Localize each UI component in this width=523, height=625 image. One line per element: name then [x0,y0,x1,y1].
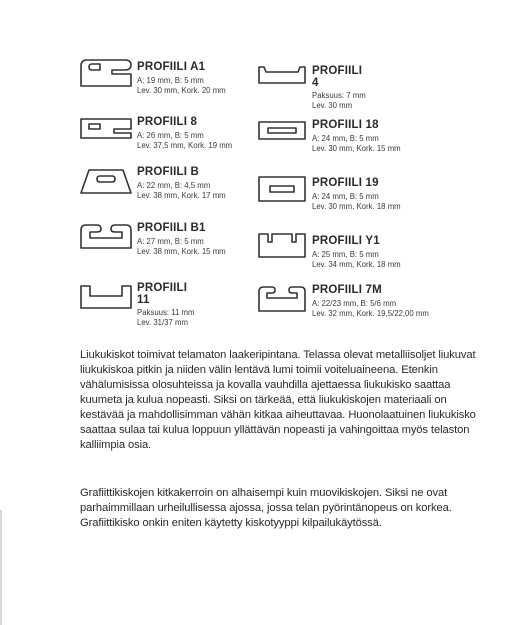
profile-11-name: PROFIILI 11 [137,282,188,306]
profile-7m-name: PROFIILI 7M [312,284,382,296]
profile-4-name: PROFIILI 4 [312,65,363,89]
profile-19-diagram [256,174,308,204]
profile-b-dim-2: Lev. 38 mm, Kork. 17 mm [137,190,226,200]
body-paragraph-2: Grafiittikiskojen kitkakerroin on alhaisempi kuin muovikiskojen. Siksi ne ovat parhaimmillaan urheilullisessa ajossa, jossa telan pyörintänopeus on korkea. Grafiittikisko onkin eniten käytetty kiskotyyppi kilpailukäytössä. [80,487,452,529]
profile-8-dim-2: Lev. 37,5 mm, Kork. 19 mm [137,140,233,150]
profile-4-dim-2: Lev. 30 mm [312,101,353,110]
profile-b1-dim-2: Lev. 38 mm, Kork. 15 mm [137,246,226,256]
profile-7m-diagram [256,284,308,314]
profile-8-name: PROFIILI 8 [137,116,198,128]
profile-11-dim-1: Paksuus: 11 mm [137,308,195,317]
profile-7m-dim-2: Lev. 32 mm, Kork. 19,5/22,00 mm [312,308,429,318]
profile-b-dim-1: A: 22 mm, B: 4,5 mm [137,180,211,190]
profile-19-dim-2: Lev. 30 mm, Kork. 18 mm [312,201,401,211]
profile-8-dim-1: A: 26 mm, B: 5 mm [137,130,204,140]
profile-a1-name: PROFIILI A1 [137,61,206,73]
profile-b1-name: PROFIILI B1 [137,222,206,234]
profile-19-dim-1: A: 24 mm, B: 5 mm [312,191,379,201]
body-paragraph-1: Liukukiskot toimivat telamaton laakeripintana. Telassa olevat metalliisoljet liukuvat liukukiskoa pitkin ja niiden välin lentävä lumi toimii voiteluaineena. Etenkin vähälumisissa olosuhteissa ja kovalla vauhdilla ajettaessa liukukisko saattaa kuumeta ja kulua nopeasti. Siksi on tärkeää, että liukukiskojen materiaali on kestävää ja mahdollisimman vähän kitkaa aiheuttavaa. Huonolaatuinen liukukisko saattaa sulaa tai kulua loppuun yllättävän nopeasti ja vahingoittaa myös telaston kalliimpia osia. [80,349,476,451]
profile-a1-diagram [78,58,134,88]
profile-18-name: PROFIILI 18 [312,119,379,131]
profile-18-dim-1: A: 24 mm, B: 5 mm [312,133,379,143]
profile-b1-dim-1: A: 27 mm, B: 5 mm [137,236,204,246]
profile-19-name: PROFIILI 19 [312,177,379,189]
profile-7m-dim-1: A: 22/23 mm, B: 5/6 mm [312,298,397,308]
profile-4-dim-1: Paksuus: 7 mm [312,91,366,100]
profile-b-diagram [78,166,134,196]
profile-y1-dim-1: A: 25 mm, B: 5 mm [312,249,379,259]
page-edge-shadow [0,510,2,625]
profile-8-diagram [78,116,134,140]
profile-4-diagram [256,64,308,86]
profile-a1-dim-1: A: 19 mm, B: 5 mm [137,75,204,85]
profile-y1-name: PROFIILI Y1 [312,235,380,247]
profile-b-name: PROFIILI B [137,166,200,178]
profile-18-diagram [256,118,308,142]
profile-y1-dim-2: Lev. 34 mm, Kork. 18 mm [312,259,401,269]
profile-b1-diagram [78,222,134,252]
profile-11-diagram [78,282,134,312]
profile-18-dim-2: Lev. 30 mm, Kork. 15 mm [312,143,401,153]
profile-y1-diagram [256,230,308,260]
profile-11-dim-2: Lev. 31/37 mm [137,318,188,327]
profile-a1-dim-2: Lev. 30 mm, Kork. 20 mm [137,85,226,95]
